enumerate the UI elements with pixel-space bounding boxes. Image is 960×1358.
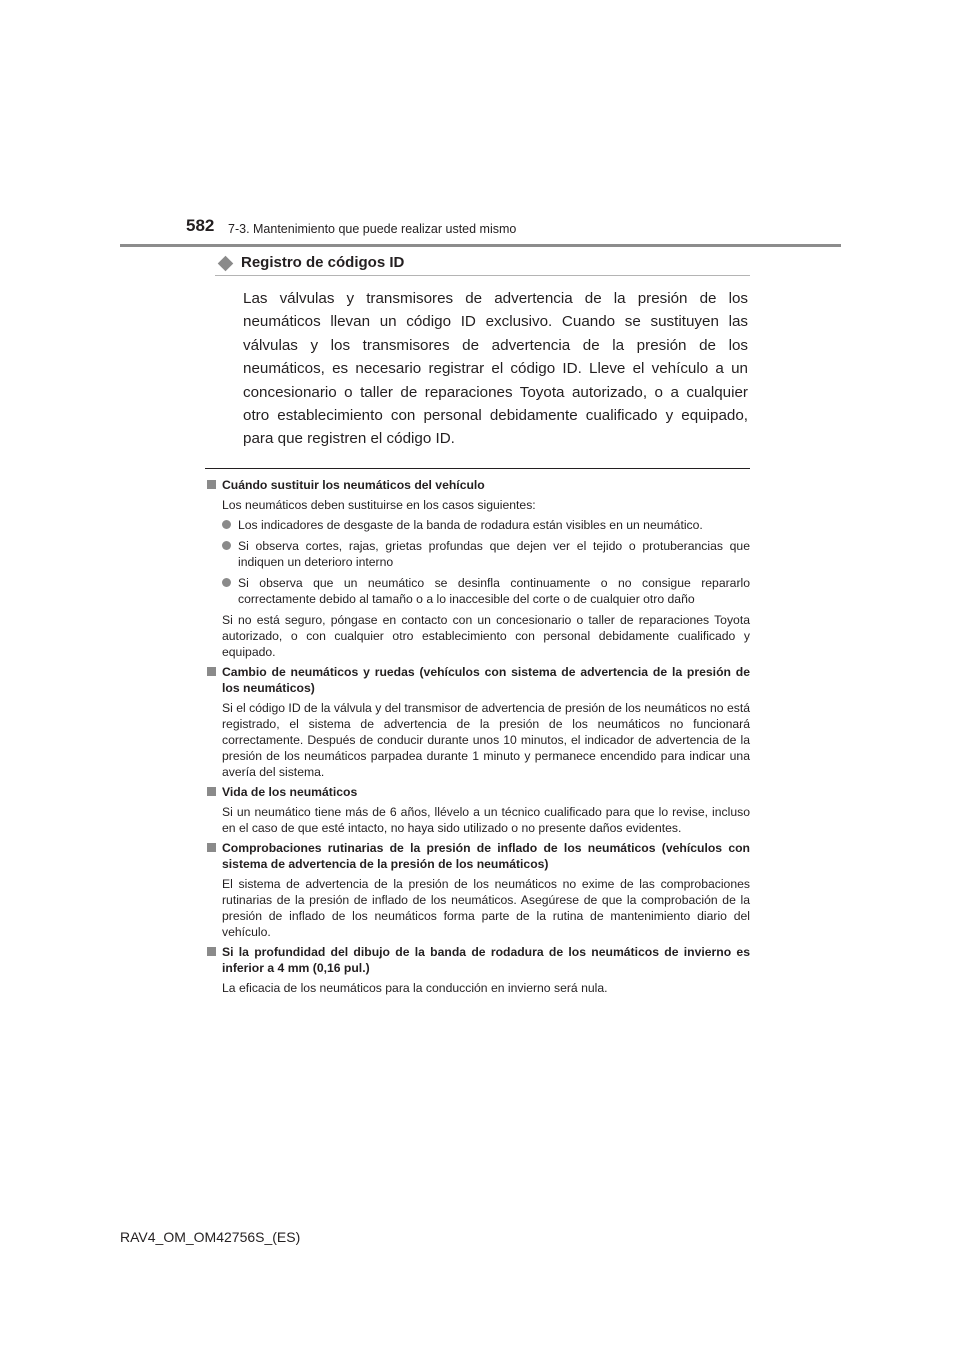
footer-code: RAV4_OM_OM42756S_(ES) [120,1229,301,1245]
bullet-text: Los indicadores de desgaste de la banda de rodadura están visibles en un neumático. [238,517,703,532]
list-item [222,575,750,607]
note-tire-life [205,784,750,836]
square-bullet-icon [207,787,216,796]
page-header [0,0,960,250]
subsection-paragraph: Las válvulas y transmisores de advertencia de la presión de los neumáticos llevan un código ID exclusivo. Cuando se sustituyen las válvulas y los transmisores de advertencia de la presión de los neumáticos, es necesario registrar el código ID. Lleve el vehículo a un concesionario o taller de reparaciones Toyota autorizado, o a cualquier otro establecimiento con personal debidamente cualificado y equipado, para que registren el código ID. [243,290,748,448]
square-bullet-icon [207,480,216,489]
header-rule [120,244,841,247]
note-tire-replacement [205,477,750,660]
square-bullet-icon [207,843,216,852]
note-pressure-checks [205,840,750,940]
note-body: Si el código ID de la válvula y del transmisor de advertencia de presión de los neumáticos no está registrado, el sistema de advertencia de la presión de los neumáticos no funcionará correctamente. Después de conducir durante unos 10 minutos, el indicador de advertencia de la presión de los neumáticos parpadea durante 1 minuto y permanece encendido para indicar una avería del sistema. [222,700,750,779]
square-bullet-icon [207,947,216,956]
subsection-title: Registro de códigos ID [241,254,405,271]
list-item [222,517,750,533]
section-divider [205,468,750,469]
note-title: Cuándo sustituir los neumáticos del vehículo [222,477,485,492]
list-item [222,538,750,570]
section-title: 7-3. Mantenimiento que puede realizar usted mismo [228,222,517,236]
square-bullet-icon [207,667,216,676]
note-body: Si un neumático tiene más de 6 años, llévelo a un técnico cualificado para que lo revise, incluso en el caso de que esté intacto, no haya sido utilizado o no presente daños evidentes. [222,804,750,835]
note-title: Comprobaciones rutinarias de la presión de inflado de los neumáticos (vehículos con sistema de advertencia de la presión de los neumáticos) [222,840,750,871]
note-title: Cambio de neumáticos y ruedas (vehículos con sistema de advertencia de la presión de los neumáticos) [222,664,750,695]
note-winter-tread [205,944,750,996]
note-title: Si la profundidad del dibujo de la banda de rodadura de los neumáticos de invierno es inferior a 4 mm (0,16 pul.) [222,944,750,975]
bullet-list [222,517,750,607]
diamond-icon [218,255,234,271]
page-number: 582 [186,216,215,235]
circle-bullet-icon [222,520,231,529]
page-content [205,252,750,1000]
circle-bullet-icon [222,578,231,587]
circle-bullet-icon [222,541,231,550]
notes-list [205,477,750,996]
bullet-text: Si observa que un neumático se desinfla continuamente o no consigue repararlo correctamente debido al tamaño o a lo inaccesible del corte o de cualquier otro daño [238,575,750,606]
note-body: Los neumáticos deben sustituirse en los casos siguientes: [222,497,536,512]
note-tire-wheel-change [205,664,750,780]
bullet-text: Si observa cortes, rajas, grietas profundas que dejen ver el tejido o protuberancias que indiquen un deterioro interno [238,538,750,569]
subsection-heading [215,252,750,276]
note-body-after: Si no está seguro, póngase en contacto con un concesionario o taller de reparaciones Toyota autorizado, o con cualquier otro establecimiento con personal debidamente cualificado y equipado. [222,612,750,659]
note-title: Vida de los neumáticos [222,784,358,799]
note-body: La eficacia de los neumáticos para la conducción en invierno será nula. [222,980,608,995]
note-body: El sistema de advertencia de la presión de los neumáticos no exime de las comprobaciones rutinarias de la presión de inflado de los neumáticos. Asegúrese de que la comprobación de la presión de inflado de los neumáticos forma parte de la rutina de mantenimiento diario del vehículo. [222,876,750,939]
